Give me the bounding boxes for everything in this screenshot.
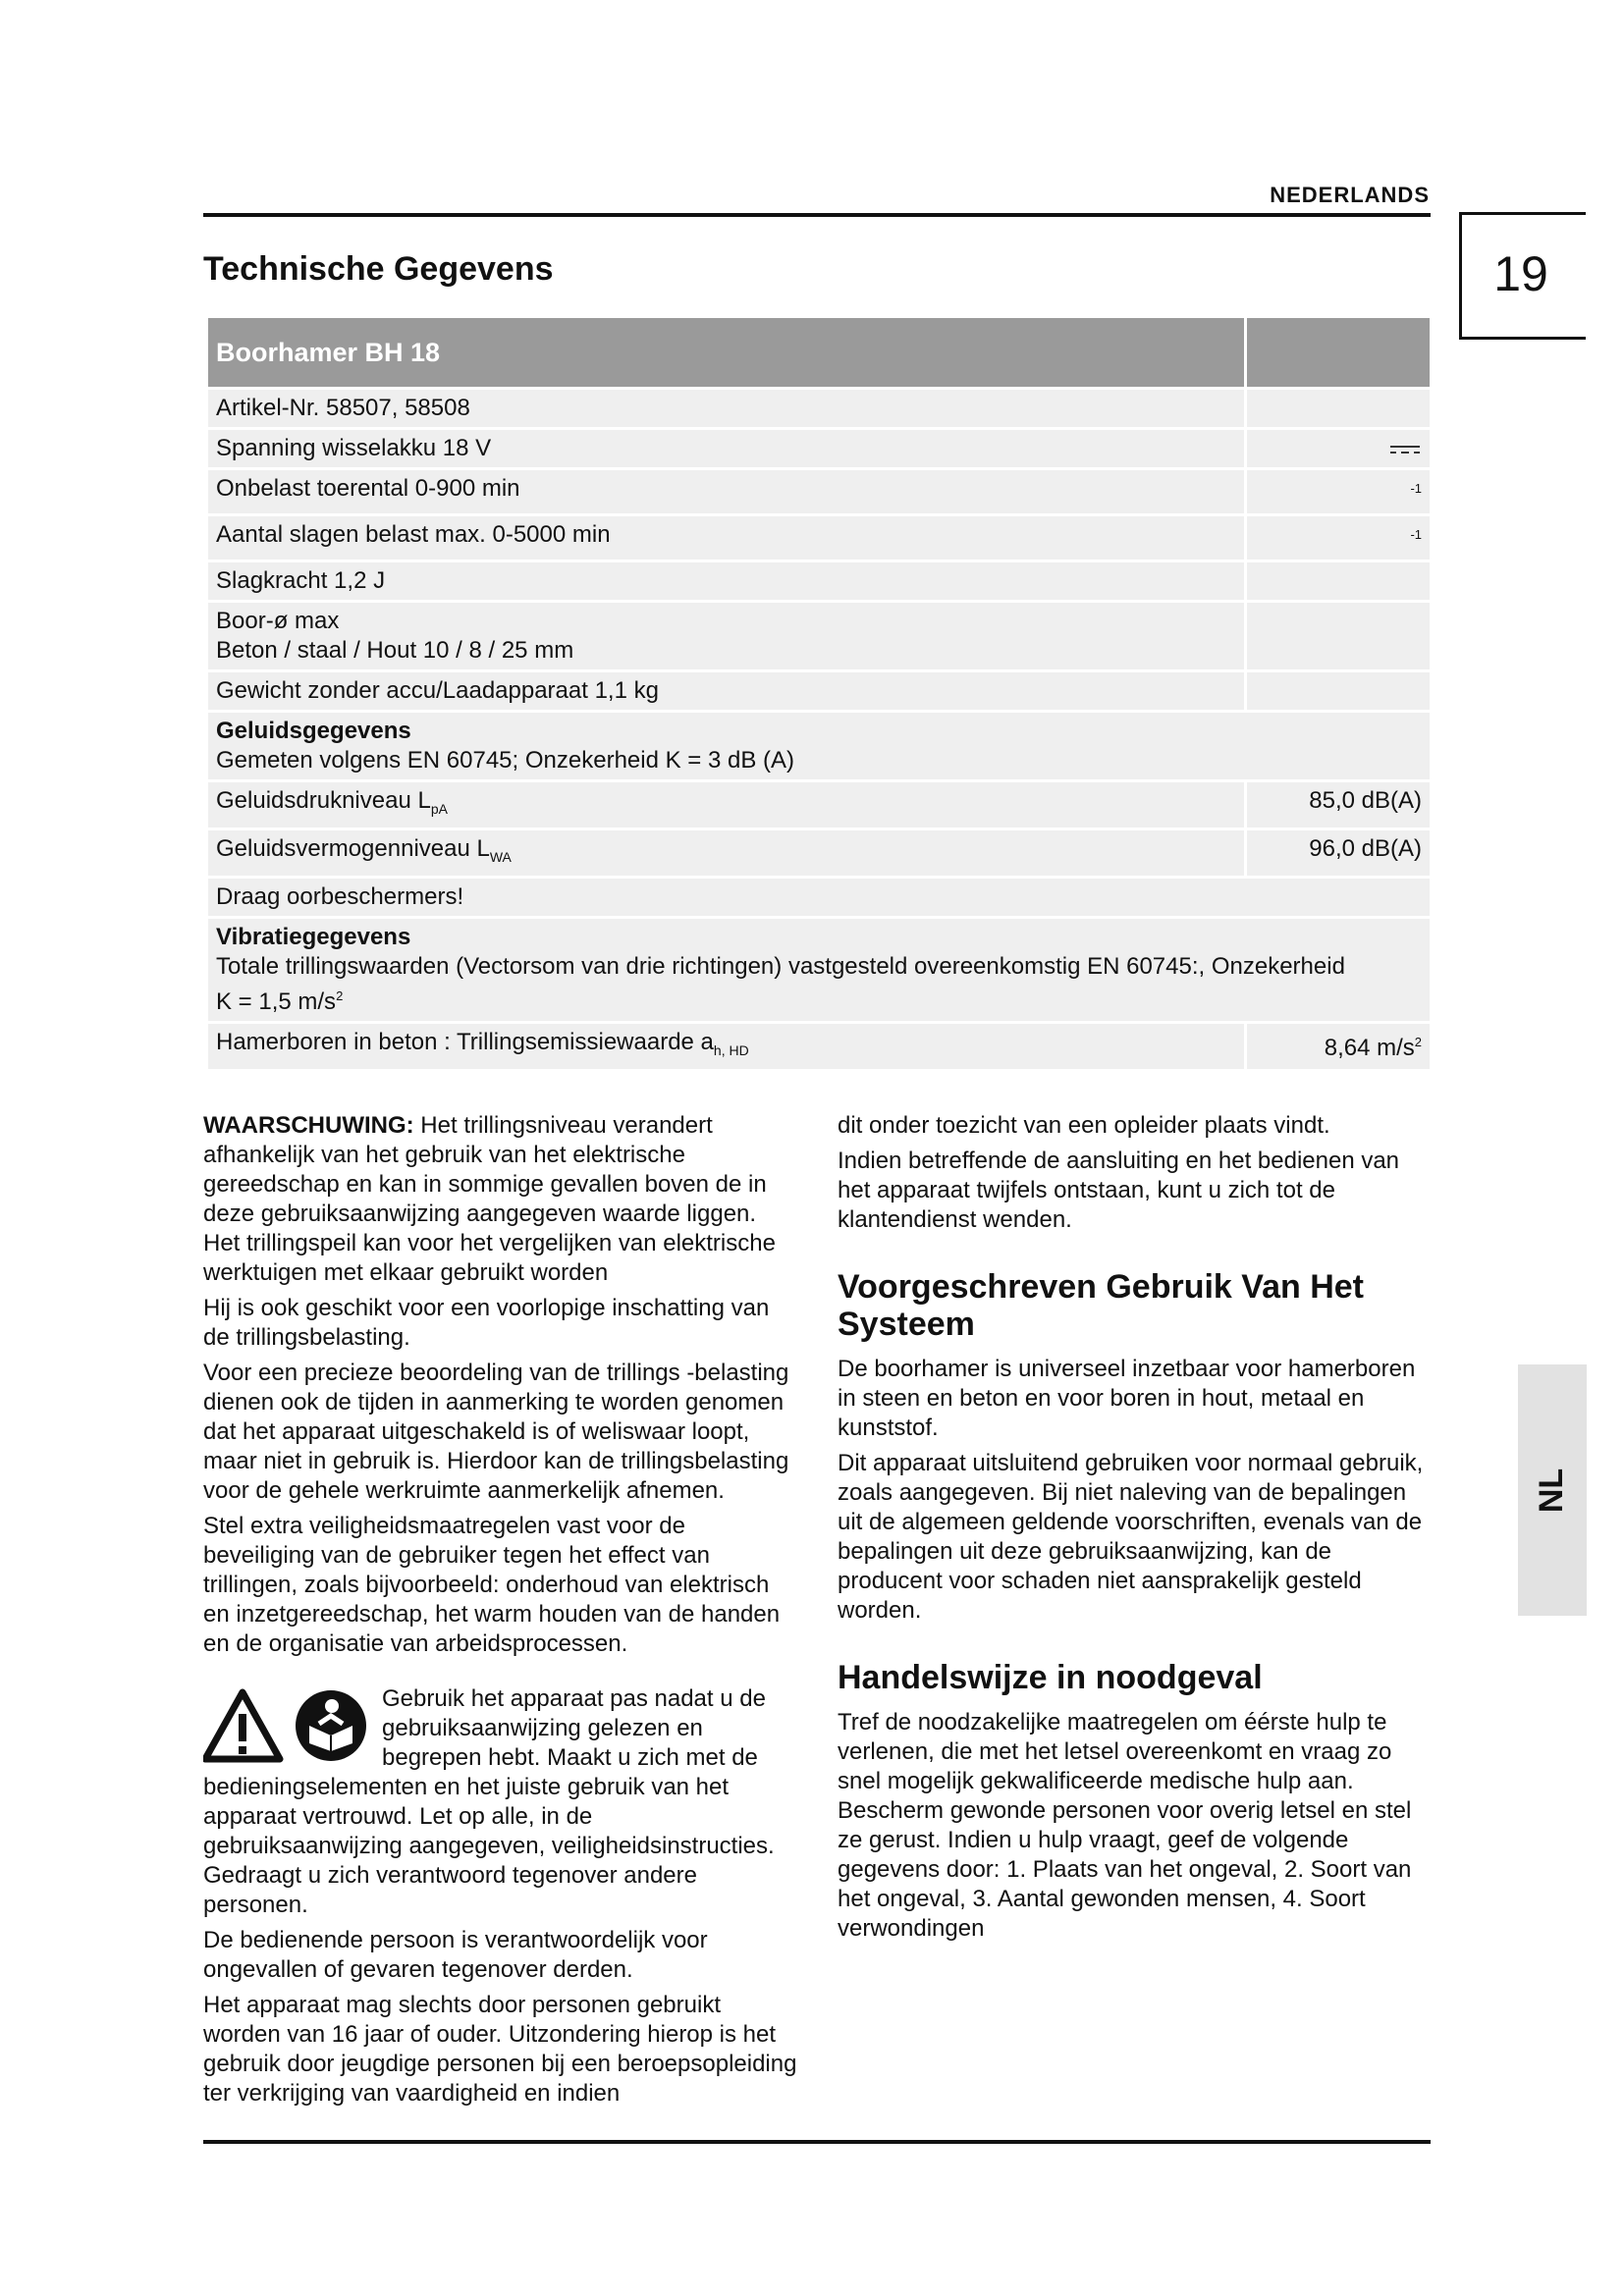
table-row (208, 672, 1430, 710)
paragraph: Dit apparaat uitsluitend gebruiken voor normaal gebruik, zoals aangegeven. Bij niet naleving van de bepalingen uit de algemeen geldende voorschriften, evenals van de bepalingen uit deze gebruiksaanwijzing, kan de producent voor schaden niet aansprakelijk gesteld worden. (838, 1450, 1424, 1624)
heading-intended-use: Voorgeschreven Gebruik Van Het Systeem (838, 1268, 1364, 1343)
row-label: Spanning wisselakku 18 V (208, 430, 1244, 467)
power-sub: WA (489, 849, 512, 865)
table-row (208, 782, 1430, 828)
dc-symbol-icon (1388, 442, 1422, 457)
paragraph: dit onder toezicht van een opleider plaats vindt. (838, 1112, 1330, 1139)
vibration-line1: Totale trillingswaarden (Vectorsom van drie richtingen) vastgesteld overeenkomstig EN 60745:, Onzekerheid (216, 953, 1345, 980)
spec-table (205, 315, 1433, 1072)
row-label: Slagkracht 1,2 J (208, 562, 1244, 600)
paragraph: Indien betreffende de aansluiting en het bedienen van het apparaat twijfels ontstaan, kunt u zich tot de klantendienst wenden. (838, 1148, 1400, 1233)
row-value (1247, 430, 1430, 467)
row-value (1247, 672, 1430, 710)
table-row (208, 430, 1430, 467)
table-row (208, 879, 1430, 916)
hammer-value-sup: 2 (1414, 1035, 1422, 1049)
table-row (208, 603, 1430, 669)
vibration-line2 (216, 982, 1422, 1017)
table-row (208, 830, 1430, 876)
vibration-title: Vibratiegegevens (216, 924, 411, 950)
hammer-sub: h, HD (713, 1042, 749, 1058)
power-value: 96,0 dB(A) (1247, 830, 1430, 876)
row-label: Gewicht zonder accu/Laadapparaat 1,1 kg (208, 672, 1244, 710)
row-value (1247, 516, 1430, 560)
table-row (208, 470, 1430, 513)
table-row (208, 390, 1430, 427)
row-label: Artikel-Nr. 58507, 58508 (208, 390, 1244, 427)
row-label (208, 1024, 1244, 1069)
warning-icons (203, 1686, 372, 1765)
manual-text: Gebruik het apparaat pas nadat u de gebruiksaanwijzing gelezen en begrepen hebt. Maakt u zich met de bedieningselementen en het juiste gebruik van het apparaat vertrouwd. Let op alle, in de gebruiksaanwijzing aangegeven, veiligheidsinstructies. Gedraagt u zich verantwoord tegenover andere personen. (203, 1685, 775, 1918)
warning-triangle-icon (205, 1692, 280, 1759)
row-value-sup: -1 (1410, 481, 1422, 496)
page-number: 19 (1493, 246, 1548, 301)
table-header-value (1247, 318, 1430, 387)
row-label: Onbelast toerental 0-900 min (208, 470, 1244, 513)
read-manual-icon (296, 1690, 366, 1761)
table-header-row (208, 318, 1430, 387)
table-header: Boorhamer BH 18 (208, 318, 1244, 387)
side-tab-text: NL (1533, 1468, 1571, 1513)
row-label-line2: Beton / staal / Hout 10 / 8 / 25 mm (216, 637, 574, 664)
section-title: Technische Gegevens (203, 250, 554, 288)
row-label (208, 603, 1244, 669)
left-column (203, 1111, 797, 2114)
paragraph: De bedienende persoon is verantwoordelijk voor ongevallen of gevaren tegenover derden. (203, 1927, 708, 1983)
noise-subtitle: Gemeten volgens EN 60745; Onzekerheid K = 3 dB (A) (216, 747, 794, 774)
table-row (208, 919, 1430, 1021)
row-value (1247, 470, 1430, 513)
row-value (1247, 390, 1430, 427)
paragraph: Tref de noodzakelijke maatregelen om éérste hulp te verlenen, die met het letsel overeenkomt en vraag zo snel mogelijk gekwalificeerde medische hulp aan. Bescherm gewonde personen voor overig letsel en stel ze gerust. Indien u hulp vraagt, geef de volgende gegevens door: 1. Plaats van het ongeval, 2. Soort van het ongeval, 3. Aantal gewonden mensen, 4. Soort verwondingen (838, 1709, 1412, 1942)
hammer-value-text: 8,64 m/s (1324, 1035, 1415, 1061)
vibration-line2-sup: 2 (336, 988, 344, 1003)
right-column (838, 1111, 1432, 1949)
side-tab-label (1518, 1364, 1587, 1616)
table-row (208, 562, 1430, 600)
row-value-sup: -1 (1410, 527, 1422, 542)
paragraph: Voor een precieze beoordeling van de trillings -belasting dienen ook de tijden in aanmerking te worden genomen dat het apparaat uitgeschakeld is of weliswaar loopt, maar niet in gebruik is. Hierdoor kan de trillingsbelasting voor de gehele werkruimte aanmerkelijk afnemen. (203, 1360, 789, 1504)
row-value (1247, 562, 1430, 600)
table-row (208, 713, 1430, 779)
table-row (208, 516, 1430, 560)
table-row (208, 1024, 1430, 1069)
heading-emergency: Handelswijze in noodgeval (838, 1659, 1263, 1696)
paragraph: Stel extra veiligheidsmaatregelen vast voor de beveiliging van de gebruiker tegen het effect van trillingen, zoals bijvoorbeeld: onderhoud van elektrisch en inzetgereedschap, het warm houden van de handen en de organisatie van arbeidsprocessen. (203, 1513, 781, 1657)
paragraph (203, 1684, 797, 1920)
noise-section (208, 713, 1430, 779)
pressure-label: Geluidsdrukniveau L (216, 787, 431, 814)
ear-protection: Draag oorbeschermers! (208, 879, 1430, 916)
row-label (208, 830, 1244, 876)
warning-label: WAARSCHUWING: (203, 1112, 414, 1139)
paragraph: Het apparaat mag slechts door personen gebruikt worden van 16 jaar of ouder. Uitzondering hierop is het gebruik door jeugdige personen bij een beroepsopleiding ter verkrijging van vaardigheid en indien (203, 1992, 797, 2107)
hammer-value (1247, 1024, 1430, 1069)
pressure-value: 85,0 dB(A) (1247, 782, 1430, 828)
header-rule (203, 213, 1431, 217)
language-header: NEDERLANDS (1270, 183, 1430, 207)
pressure-sub: pA (430, 801, 448, 817)
vibration-line2-text: K = 1,5 m/s (216, 988, 337, 1015)
power-label: Geluidsvermogenniveau L (216, 835, 490, 862)
warning-paragraph (203, 1111, 797, 1288)
noise-title: Geluidsgegevens (216, 718, 411, 744)
warning-text: Het trillingsniveau verandert afhankelijk van het gebruik van het elektrische gereedschap en kan in sommige gevallen boven de in deze gebruiksaanwijzing aangegeven waarde liggen. Het trillingspeil kan voor het vergelijken van elektrische werktuigen met elkaar gebruikt worden (203, 1112, 776, 1286)
row-label: Aantal slagen belast max. 0-5000 min (208, 516, 1244, 560)
row-value (1247, 603, 1430, 669)
row-label-line1: Boor-ø max (216, 608, 340, 634)
paragraph: De boorhamer is universeel inzetbaar voor hamerboren in steen en beton en voor boren in hout, metaal en kunststof. (838, 1356, 1416, 1441)
footer-rule (203, 2140, 1431, 2144)
vibration-section (208, 919, 1430, 1021)
hammer-label: Hamerboren in beton : Trillingsemissiewaarde a (216, 1029, 714, 1055)
paragraph: Hij is ook geschikt voor een voorlopige inschatting van de trillingsbelasting. (203, 1295, 770, 1351)
row-label (208, 782, 1244, 828)
